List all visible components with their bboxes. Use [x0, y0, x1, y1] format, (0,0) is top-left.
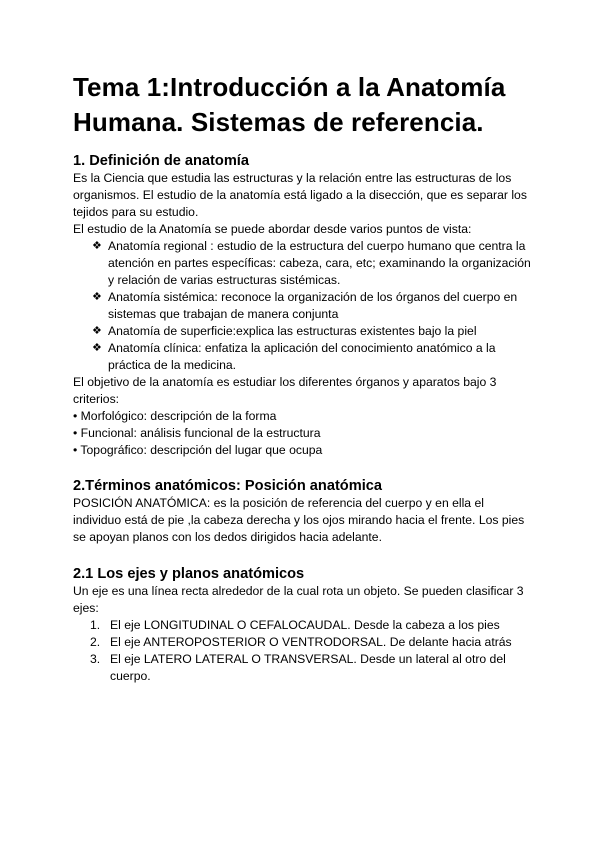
list-item: ❖ Anatomía de superficie:explica las estructuras existentes bajo la piel [92, 324, 477, 338]
viewpoints-list [73, 238, 533, 374]
criteria-item: • Topográfico: descripción del lugar que ocupa [73, 443, 323, 457]
diamond-bullet-icon: ❖ [92, 291, 102, 303]
section-2-heading: 2.Términos anatómicos: Posición anatómica [73, 478, 382, 494]
diamond-bullet-icon: ❖ [92, 240, 102, 252]
section-1-lead: El estudio de la Anatomía se puede abordar desde varios puntos de vista: [73, 222, 472, 236]
section-1-intro: Es la Ciencia que estudia las estructuras y la relación entre las estructuras de los organismos. El estudio de la anatomía está ligado a la disección, que es separar los tejidos para su estudio. [73, 171, 527, 219]
list-item: 1. El eje LONGITUDINAL O CEFALOCAUDAL. Desde la cabeza a los pies [90, 618, 500, 632]
list-item: ❖ Anatomía sistémica: reconoce la organización de los órganos del cuerpo en sistemas que trabajan de manera conjunta [92, 290, 518, 321]
document-page [73, 70, 533, 685]
list-item: 2. El eje ANTEROPOSTERIOR O VENTRODORSAL. De delante hacia atrás [90, 635, 512, 649]
section-2-1-heading: 2.1 Los ejes y planos anatómicos [73, 566, 305, 582]
axes-list [73, 617, 533, 685]
list-item: ❖ Anatomía clínica: enfatiza la aplicación del conocimiento anatómico a la práctica de la medicina. [92, 341, 496, 372]
list-item: ❖ Anatomía regional : estudio de la estructura del cuerpo humano que centra la atención en partes específicas: cabeza, cara, etc; examinando la organización y relación de varias estructuras sistémicas. [92, 239, 531, 287]
criteria-intro: El objetivo de la anatomía es estudiar los diferentes órganos y aparatos bajo 3 criterios: [73, 375, 497, 406]
diamond-bullet-icon: ❖ [92, 342, 102, 354]
criteria-item: • Funcional: análisis funcional de la estructura [73, 426, 321, 440]
section-2-1-text: Un eje es una línea recta alrededor de la cual rota un objeto. Se pueden clasificar 3 ejes: [73, 584, 524, 615]
document-title: Tema 1:Introducción a la Anatomía Humana. Sistemas de referencia. [73, 72, 506, 137]
section-1-heading: 1. Definición de anatomía [73, 153, 249, 169]
section-2-text: POSICIÓN ANATÓMICA: es la posición de referencia del cuerpo y en ella el individuo está de pie ,la cabeza derecha y los ojos mirando hacia el frente. Los pies se apoyan planos con los dedos dirigidos hacia adelante. [73, 496, 525, 544]
criteria-item: • Morfológico: descripción de la forma [73, 409, 277, 423]
list-item: 3. El eje LATERO LATERAL O TRANSVERSAL. Desde un lateral al otro del cuerpo. [90, 652, 506, 683]
diamond-bullet-icon: ❖ [92, 325, 102, 337]
